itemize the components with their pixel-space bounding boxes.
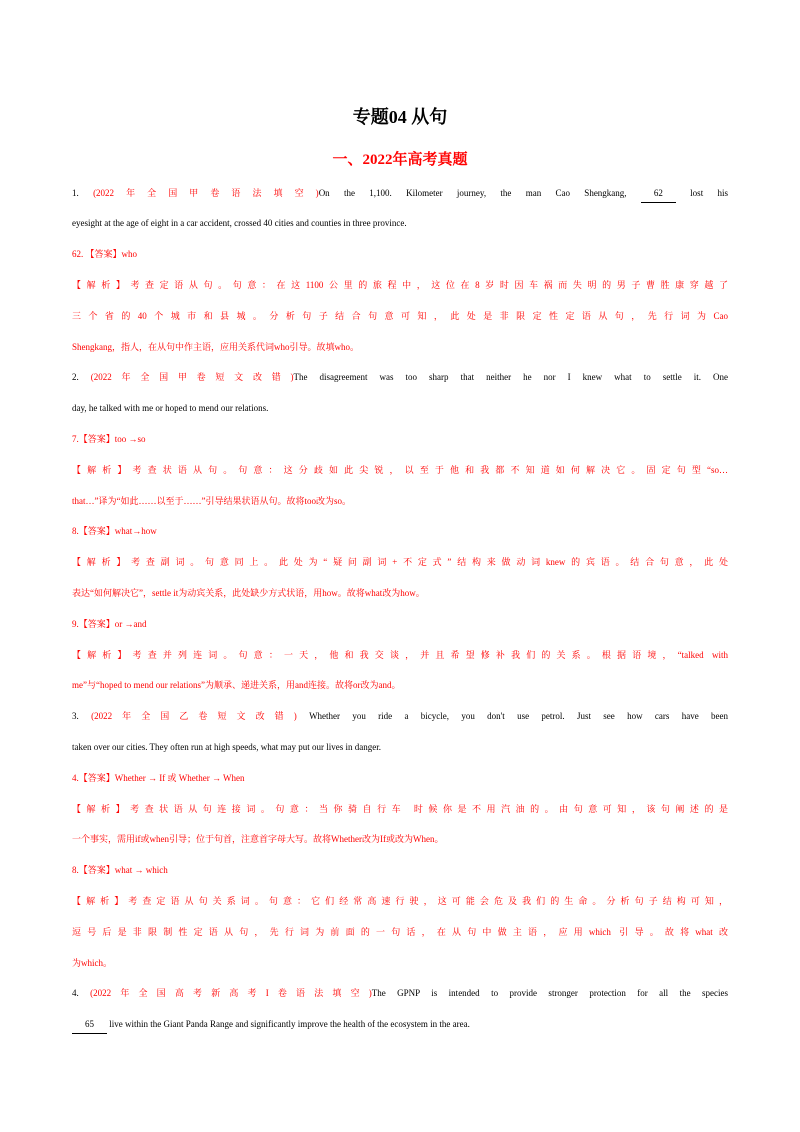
highlighted-text: 为which。 bbox=[72, 957, 112, 968]
text-line bbox=[72, 1009, 728, 1040]
highlighted-text: 【解析】考查并列连词。句意：一天，他和我交谈，并且希望修补我们的关系。根据语境，“talked with bbox=[72, 649, 728, 660]
text-line bbox=[72, 547, 728, 578]
paragraph bbox=[72, 178, 728, 240]
document-body bbox=[72, 178, 728, 1040]
body-text: The disagreement was too sharp that neither he nor I knew what to settle it. One bbox=[293, 372, 728, 383]
text-line bbox=[72, 578, 728, 609]
paragraph bbox=[72, 886, 728, 978]
text-line bbox=[72, 609, 728, 640]
body-text: live within the Giant Panda Range and significantly improve the health of the ecosystem in the area. bbox=[107, 1019, 470, 1030]
highlighted-text: 【解析】考查定语从句。句意：在这1100公里的旅程中，这位在8岁时因车祸而失明的男子曹胜康穿越了 bbox=[72, 279, 728, 290]
highlighted-text: 4.【答案】Whether → If 或 Whether → When bbox=[72, 772, 245, 783]
paragraph bbox=[72, 855, 728, 886]
text-line bbox=[72, 239, 728, 270]
body-text: 1. bbox=[72, 187, 94, 198]
body-text: Whether you ride a bicycle, you don't use petrol. Just see how cars have been bbox=[309, 711, 729, 722]
highlighted-text: 三个省的40个城市和县城。分析句子结合句意可知，此处是非限定性定语从句，先行词为Cao bbox=[72, 310, 728, 321]
highlighted-text: 62. 【答案】who bbox=[72, 249, 137, 260]
body-text: eyesight at the age of eight in a car accident, crossed 40 cities and counties in three province. bbox=[72, 218, 407, 229]
text-line bbox=[72, 978, 728, 1009]
text-line bbox=[72, 640, 728, 671]
body-text: The GPNP is intended to provide stronger protection for all the species bbox=[371, 988, 728, 999]
section-heading: 一、2022年高考真题 bbox=[332, 152, 468, 168]
paragraph bbox=[72, 424, 728, 455]
paragraph bbox=[72, 640, 728, 702]
body-text: 4. bbox=[72, 988, 91, 999]
text-line bbox=[72, 208, 728, 239]
text-line bbox=[72, 393, 728, 424]
text-line bbox=[72, 516, 728, 547]
paragraph bbox=[72, 239, 728, 270]
highlighted-text: (2022年全国乙卷短文改错) bbox=[91, 711, 310, 722]
body-text: 2. bbox=[72, 372, 91, 383]
text-line bbox=[72, 886, 728, 917]
body-text: On the 1,100. Kilometer journey, the man Cao Shengkang, bbox=[318, 187, 641, 198]
text-line bbox=[72, 301, 728, 332]
body-text: 3. bbox=[72, 711, 92, 722]
highlighted-text: 8.【答案】what→how bbox=[72, 526, 157, 537]
body-text: taken over our cities. They often run at high speeds, what may put our lives in danger. bbox=[72, 741, 382, 752]
text-line bbox=[72, 701, 728, 732]
fill-in-blank: 62 bbox=[641, 185, 676, 203]
highlighted-text: 【解析】考查副词。句意同上。此处为“疑问副词+不定式”结构来做动词knew的宾语。结合句意，此处 bbox=[72, 557, 728, 568]
paragraph bbox=[72, 547, 728, 609]
paragraph bbox=[72, 455, 728, 517]
highlighted-text: 一个事实，需用if或when引导；位于句首，注意首字母大写。故将Whether改为If或改为When。 bbox=[72, 834, 444, 845]
paragraph bbox=[72, 362, 728, 424]
page-title: 专题04 从句 bbox=[352, 107, 448, 127]
highlighted-text: 【解析】考查状语从句连接词。句意：当你骑自行车 时候你是不用汽油的。由句意可知，该句阐述的是 bbox=[72, 803, 728, 814]
text-line bbox=[72, 917, 728, 948]
text-line bbox=[72, 486, 728, 517]
highlighted-text: (2022年全国高考新高考I卷语法填空) bbox=[90, 988, 372, 999]
highlighted-text: 【解析】考查状语从句。句意：这分歧如此尖锐，以至于他和我都不知道如何解决它。固定句型“so… bbox=[72, 464, 728, 475]
text-line bbox=[72, 732, 728, 763]
text-line bbox=[72, 362, 728, 393]
text-line bbox=[72, 178, 728, 209]
highlighted-text: 【解析】考查定语从句关系词。句意：它们经常高速行驶，这可能会危及我们的生命。分析句子结构可知， bbox=[72, 895, 728, 906]
paragraph bbox=[72, 516, 728, 547]
text-line bbox=[72, 332, 728, 363]
fill-in-blank: 65 bbox=[72, 1016, 107, 1034]
text-line bbox=[72, 424, 728, 455]
text-line bbox=[72, 948, 728, 979]
highlighted-text: 逗号后是非限制性定语从句，先行词为前面的一句话，在从句中做主语，应用which 引导。故将what改 bbox=[72, 926, 728, 937]
text-line bbox=[72, 455, 728, 486]
body-text: lost his bbox=[675, 187, 729, 198]
highlighted-text: (2022年全国甲卷语法填空) bbox=[93, 187, 319, 198]
paragraph bbox=[72, 270, 728, 362]
highlighted-text: me”与“hoped to mend our relations”为顺承、递进关系，用and连接。故将or改为and。 bbox=[72, 680, 401, 691]
paragraph bbox=[72, 701, 728, 763]
text-line bbox=[72, 270, 728, 301]
text-line bbox=[72, 763, 728, 794]
text-line bbox=[72, 670, 728, 701]
paragraph bbox=[72, 978, 728, 1040]
text-line bbox=[72, 824, 728, 855]
text-line bbox=[72, 794, 728, 825]
highlighted-text: 7.【答案】too →so bbox=[72, 433, 146, 444]
paragraph bbox=[72, 609, 728, 640]
paragraph bbox=[72, 763, 728, 794]
body-text: day, he talked with me or hoped to mend our relations. bbox=[72, 403, 269, 414]
highlighted-text: 8.【答案】what → which bbox=[72, 865, 168, 876]
highlighted-text: 9.【答案】or →and bbox=[72, 618, 147, 629]
highlighted-text: (2022年全国甲卷短文改错) bbox=[90, 372, 294, 383]
text-line bbox=[72, 855, 728, 886]
highlighted-text: Shengkang，指人，在从句中作主语，应用关系代词who引导。故填who。 bbox=[72, 341, 359, 352]
paragraph bbox=[72, 794, 728, 856]
highlighted-text: 表达“如何解决它”，settle it为动宾关系，此处缺少方式状语，用how。故将what改为how。 bbox=[72, 587, 425, 598]
highlighted-text: that…”译为“如此……以至于……”引导结果状语从句。故将too改为so。 bbox=[72, 495, 351, 506]
